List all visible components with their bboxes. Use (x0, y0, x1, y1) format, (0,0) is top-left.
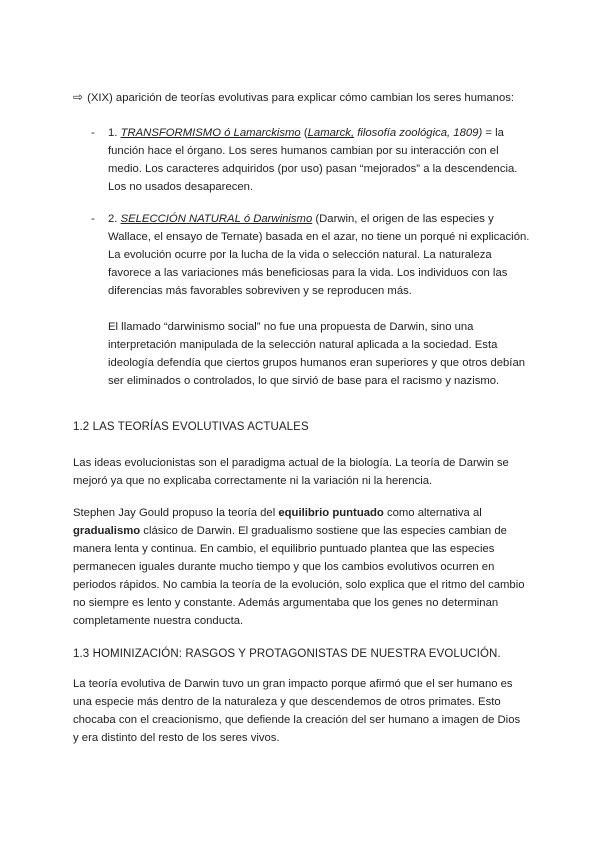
text-run: como alternativa al (383, 507, 482, 519)
list-dash: - (91, 127, 95, 139)
list-item-text (108, 124, 531, 196)
text-run: clásico de Darwin. El gradualismo sostiene que las especies cambian de manera lenta y continua. En cambio, el equilibrio puntuado plantea que las especies permanecen iguales durante mucho tiempo y que los cambios evolutivos ocurren en periodos rápidos. No cambia la teoría de la evolución, solo explica que el ritmo del cambio no siempre es lento y constante. Además argumentaba que los genes no determinan completamente nuestra conducta. (73, 525, 525, 627)
source-author: Lamarck, (307, 127, 355, 139)
list-item-text (108, 210, 531, 300)
term-title: TRANSFORMISMO ó Lamarckismo (120, 127, 301, 139)
intro-line (73, 88, 543, 107)
paragraph-gould (73, 504, 528, 630)
list-dash: - (91, 213, 95, 225)
list-item-seleccion-natural (91, 210, 531, 390)
bold-term: equilibrio puntuado (278, 507, 384, 519)
section-heading-1-3: 1.3 HOMINIZACIÓN: RASGOS Y PROTAGONISTAS DE NUESTRA EVOLUCIÓN. (73, 648, 501, 660)
section-heading-1-2: 1.2 LAS TEORÍAS EVOLUTIVAS ACTUALES (73, 421, 309, 433)
list-body: (Darwin, el origen de las especies y Wallace, el ensayo de Ternate) basada en el azar, no tiene un porqué ni explicación. La evolución ocurre por la lucha de la vida o selección natural. La naturaleza favorece a las variaciones más beneficiosas para la vida. Los individuos con las diferencias más favorables sobreviven y se reproducen más. (108, 213, 530, 297)
text-run: Stephen Jay Gould propuso la teoría del (73, 507, 279, 519)
list-body: = la función hace el órgano. Los seres humanos cambian por su interacción con el medio. Los caracteres adquiridos (por uso) pasan “mejorados” a la descendencia. Los no usados desaparecen. (108, 127, 518, 193)
source-open: ( (303, 127, 308, 139)
list-item-transformismo (91, 124, 531, 196)
source-work: filosofía zoológica, 1809) (354, 127, 483, 139)
paragraph: La teoría evolutiva de Darwin tuvo un gran impacto porque afirmó que el ser humano es una especie más dentro de la naturaleza y que descendemos de otros primates. Esto chocaba con el creacionismo, que defiende la creación del ser humano a imagen de Dios y era distinto del resto de los seres vivos. (73, 678, 521, 744)
intro-text: (XIX) aparición de teorías evolutivas para explicar cómo cambian los seres humanos: (87, 92, 515, 104)
paragraph: Las ideas evolucionistas son el paradigma actual de la biología. La teoría de Darwin se mejoró ya que no explicaba correctamente ni la variación ni la herencia. (73, 457, 509, 487)
darwinismo-social-note: El llamado “darwinismo social” no fue una propuesta de Darwin, sino una interpretación manipulada de la selección natural aplicada a la sociedad. Esta ideología defendía que ciertos grupos humanos eran superiores y que otros debían ser eliminados o controlados, lo que sirvió de base para el racismo y nazismo. (108, 321, 526, 387)
list-number: 1. (108, 127, 118, 139)
term-title: SELECCIÓN NATURAL ó Darwinismo (120, 213, 313, 225)
list-number: 2. (108, 213, 118, 225)
bold-term: gradualismo (73, 525, 141, 537)
right-arrow-outline-icon: ⇨ (73, 90, 84, 104)
